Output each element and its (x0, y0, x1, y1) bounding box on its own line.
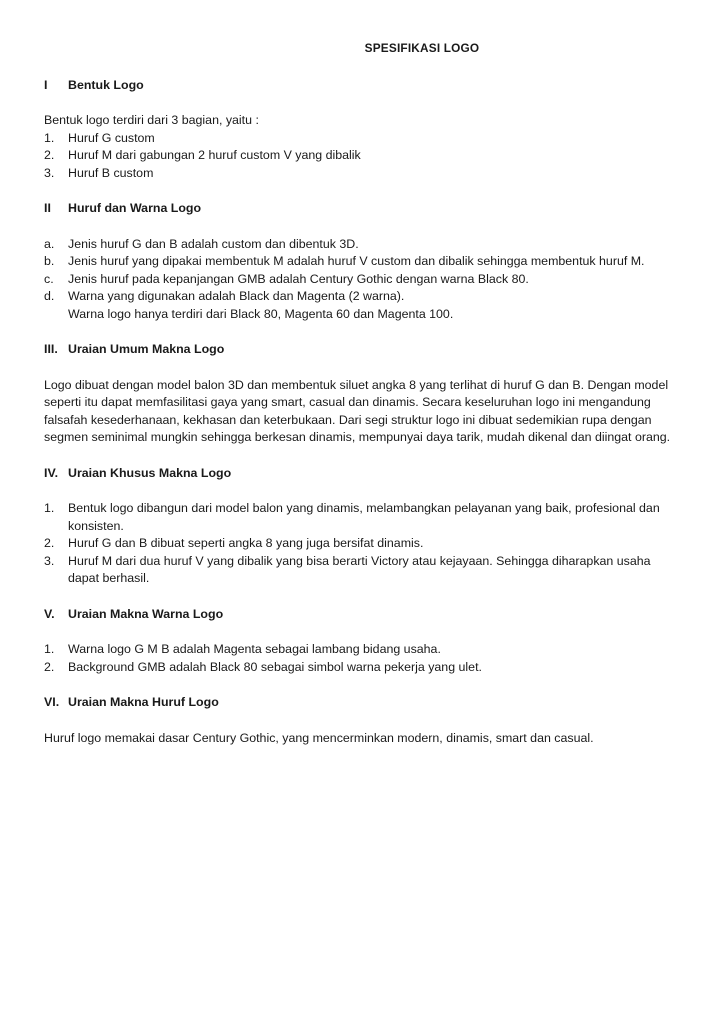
section-number: I (44, 77, 48, 92)
list-item-text: Huruf B custom (68, 165, 154, 180)
list-marker: b. (44, 254, 55, 268)
list-item-text: Warna logo G M B adalah Magenta sebagai lambang bidang usaha. (68, 642, 441, 656)
list-item-line: Warna logo hanya terdiri dari Black 80, Magenta 60 dan Magenta 100. (68, 306, 454, 321)
section-huruf-dan-warna (44, 200, 680, 323)
section-makna-warna (44, 606, 680, 677)
section-bentuk-logo (44, 77, 680, 183)
section-makna-huruf (44, 694, 680, 747)
section-paragraph: Huruf logo memakai dasar Century Gothic, yang mencerminkan modern, dinamis, smart dan casual. (44, 730, 594, 745)
list-item (44, 147, 680, 165)
list-marker: 2. (44, 148, 55, 162)
section-title: Uraian Makna Warna Logo (68, 606, 224, 621)
section-heading (44, 606, 680, 624)
section-heading (44, 341, 680, 359)
list-item-text: Huruf G custom (68, 130, 155, 145)
section-number: VI. (44, 695, 60, 709)
list-item (44, 288, 680, 323)
list-item-text: Jenis huruf pada kepanjangan GMB adalah Century Gothic dengan warna Black 80. (68, 271, 529, 286)
list-item-line: Warna yang digunakan adalah Black dan Magenta (2 warna). (68, 289, 405, 303)
list-item (44, 553, 680, 588)
list-marker: a. (44, 236, 55, 251)
list-item (44, 641, 680, 659)
section-heading (44, 77, 680, 95)
list-marker: 3. (44, 553, 55, 568)
section-paragraph: Logo dibuat dengan model balon 3D dan membentuk siluet angka 8 yang terlihat di huruf G dan B. Dengan model seperti itu dapat memfasilitasi gaya yang smart, casual dan dinamis. Secara keseluruhan logo ini mengandung falsafah kesederhanaan, kekhasan dan keterbukaan. Dari segi struktur logo ini dibuat sedemikian rupa dengan segmen seminimal mungkin sehingga berkesan dinamis, mempunyai daya tarik, mudah dikenal dan diingat orang. (44, 377, 671, 444)
list-item (44, 659, 680, 677)
list-item-text: Bentuk logo dibangun dari model balon yang dinamis, melambangkan pelayanan yang baik, profesional dan konsisten. (68, 501, 660, 533)
section-number: III. (44, 342, 58, 356)
list-marker: 3. (44, 165, 55, 180)
list-item (44, 253, 680, 271)
lettered-list (44, 236, 680, 324)
list-item (44, 271, 680, 289)
list-item-text: Huruf G dan B dibuat seperti angka 8 yang juga bersifat dinamis. (68, 536, 424, 550)
list-marker: 2. (44, 659, 55, 674)
section-title: Uraian Umum Makna Logo (68, 342, 225, 356)
list-marker: 1. (44, 642, 55, 656)
list-item-text (68, 288, 680, 323)
list-item-text: Huruf M dari gabungan 2 huruf custom V yang dibalik (68, 148, 361, 162)
numbered-list (44, 641, 680, 676)
list-item-text: Background GMB adalah Black 80 sebagai simbol warna pekerja yang ulet. (68, 659, 482, 674)
list-item-text: Huruf M dari dua huruf V yang dibalik yang bisa berarti Victory atau kejayaan. Sehingga diharapkan usaha dapat berhasil. (68, 553, 651, 585)
document-title: SPESIFIKASI LOGO (364, 41, 480, 55)
list-marker: c. (44, 271, 54, 286)
section-heading (44, 465, 680, 483)
section-title: Bentuk Logo (68, 77, 144, 92)
section-title: Uraian Khusus Makna Logo (68, 465, 232, 480)
section-heading (44, 200, 680, 218)
list-item (44, 130, 680, 148)
list-item (44, 535, 680, 553)
section-number: IV. (44, 465, 59, 480)
list-item (44, 165, 680, 183)
list-item (44, 500, 680, 535)
list-marker: d. (44, 289, 55, 303)
list-marker: 2. (44, 536, 55, 550)
numbered-list (44, 130, 680, 183)
list-item-text: Jenis huruf yang dipakai membentuk M adalah huruf V custom dan dibalik sehingga membentuk huruf M. (68, 254, 645, 268)
section-heading (44, 694, 680, 712)
list-marker: 1. (44, 130, 55, 145)
numbered-list (44, 500, 680, 588)
section-intro: Bentuk logo terdiri dari 3 bagian, yaitu : (44, 113, 259, 127)
list-item (44, 236, 680, 254)
section-uraian-umum (44, 341, 680, 447)
list-item-text: Jenis huruf G dan B adalah custom dan dibentuk 3D. (68, 236, 359, 251)
section-uraian-khusus (44, 465, 680, 588)
list-marker: 1. (44, 501, 55, 515)
section-title: Uraian Makna Huruf Logo (68, 695, 219, 709)
section-title: Huruf dan Warna Logo (68, 201, 202, 215)
section-number: II (44, 201, 51, 215)
section-number: V. (44, 606, 55, 621)
